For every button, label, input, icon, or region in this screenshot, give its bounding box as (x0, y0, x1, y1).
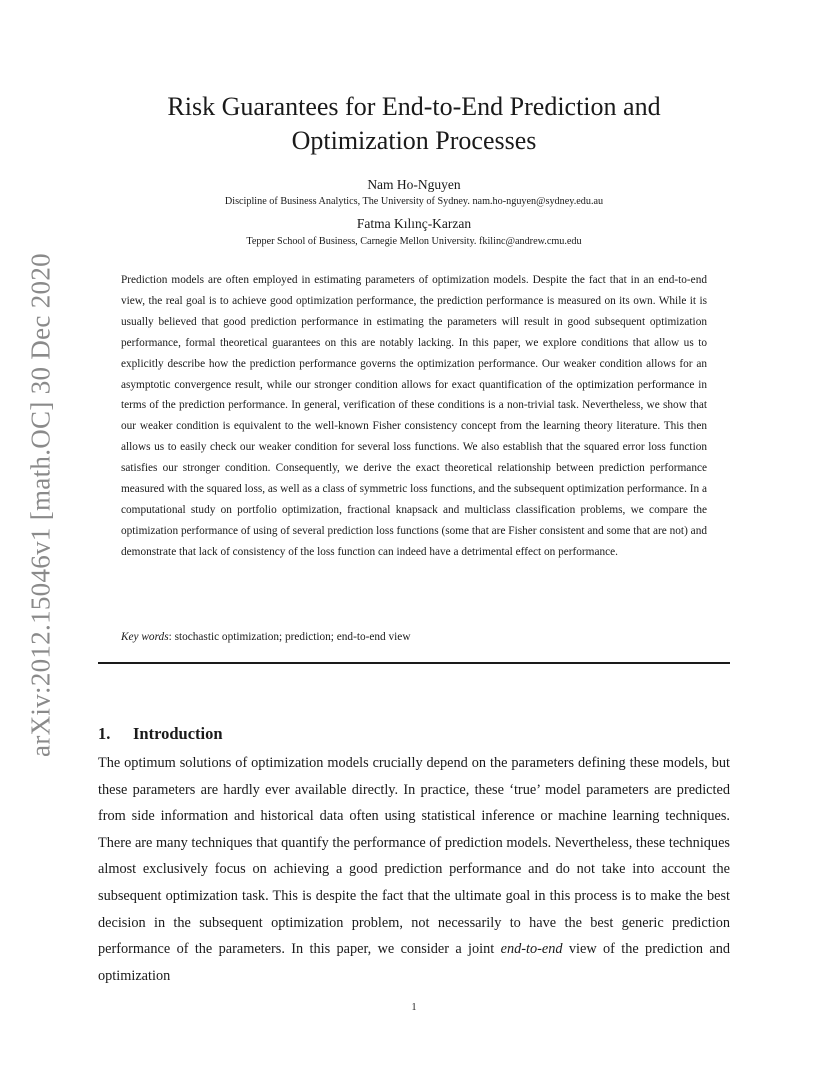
author-name-2: Fatma Kılınç-Karzan (356, 216, 472, 231)
abstract: Prediction models are often employed in estimating parameters of optimization models. Despite the fact that in an end-to-end view, the real goal is to achieve good optimization performance, the prediction performance is measured on its own. While it is usually believed that good prediction performance in estimating the parameters will result in good subsequent optimization performance, formal theoretical guarantees on this are notably lacking. In this paper, we explore conditions that allow us to explicitly describe how the prediction performance governs the optimization performance. Our weaker condition allows for an asymptotic convergence result, while our stronger condition allows for exact quantification of the optimization performance in terms of the prediction performance. In general, verification of these conditions is a non-trivial task. Nevertheless, we show that our weaker condition is equivalent to the well-known Fisher consistency concept from the learning theory literature. This then allows us to easily check our weaker condition for several loss functions. We also establish that the squared error loss function satisfies our stronger condition. Consequently, we derive the exact theoretical relationship between prediction performance measured with the squared loss, as well as a class of symmetric loss functions, and the subsequent optimization performance. In a computational study on portfolio optimization, fractional knapsack and multiclass classification problems, we compare the optimization performance of using of several prediction loss functions (some that are Fisher consistent and some that are not) and demonstrate that lack of consistency of the loss function can indeed have a detrimental effect on performance. (121, 274, 707, 558)
paper-title-line-2: Optimization Processes (291, 126, 537, 155)
arxiv-identifier-stamp (21, 253, 61, 757)
arxiv-identifier-text: arXiv:2012.15046v1 [math.OC] 30 Dec 2020 (25, 253, 56, 757)
introduction-paragraph (98, 750, 730, 989)
introduction-text-end: view of the prediction and optimization (98, 941, 730, 984)
paper-title-line-1: Risk Guarantees for End-to-End Prediction and (167, 92, 661, 121)
page-number: 1 (411, 1002, 417, 1013)
keywords-list: stochastic optimization; prediction; end-to-end view (174, 631, 411, 643)
introduction-text-start: The optimum solutions of optimization models crucially depend on the parameters defining these models, but these parameters are hardly ever available directly. In practice, these ‘true’ model parameters are predicted from side information and historical data often using statistical inference or machine learning techniques. There are many techniques that quantify the performance of prediction models. Nevertheless, these techniques almost exclusively focus on achieving a good prediction performance and do not take into account the subsequent optimization task. This is despite the fact that the ultimate goal in this process is to make the best decision in the subsequent optimization problem, not necessarily to have the best generic prediction performance of the parameters. In this paper, we consider a joint (98, 755, 730, 958)
abstract-divider (98, 662, 730, 664)
keywords-separator: : (168, 631, 172, 643)
author-name-1: Nam Ho-Nguyen (367, 177, 461, 192)
section-title: Introduction (133, 724, 223, 743)
author-affiliation-1: Discipline of Business Analytics, The University of Sydney. nam.ho-nguyen@sydney.edu.au (224, 196, 604, 207)
keywords (121, 631, 707, 643)
section-number: 1. (98, 724, 111, 743)
keywords-label: Key words (121, 631, 169, 643)
author-affiliation-2: Tepper School of Business, Carnegie Mellon University. fkilinc@andrew.cmu.edu (246, 236, 582, 247)
paper-title (100, 90, 728, 158)
introduction-emphasis: end-to-end (500, 941, 563, 958)
section-heading (98, 724, 223, 744)
